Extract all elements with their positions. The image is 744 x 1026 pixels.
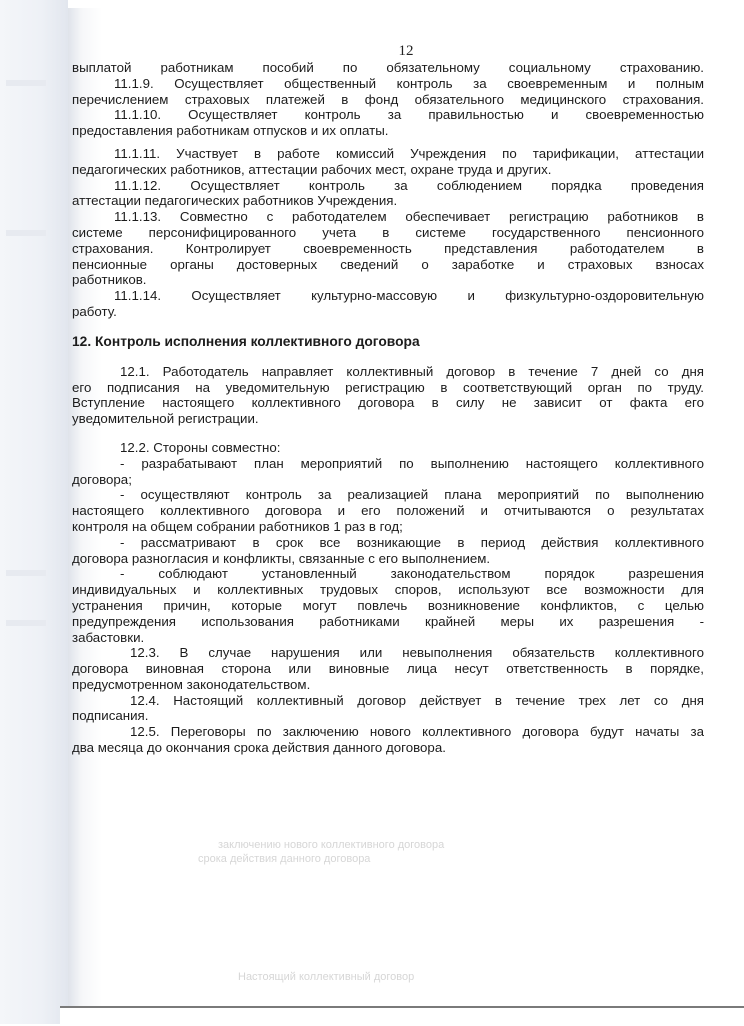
- text-line: - разрабатывают план мероприятий по выполнению настоящего коллективного: [120, 455, 704, 471]
- text-line: настоящего коллективного договора и его положений и отчитываются о результатах: [72, 503, 704, 519]
- bleed-through-area: [198, 838, 678, 984]
- text-line: - рассматривают в срок все возникающие в период действия коллективного: [120, 534, 704, 550]
- text-line: подписания.: [72, 708, 149, 724]
- margin-artifact: [6, 230, 46, 236]
- text-line: предоставления работникам отпусков и их оплаты.: [72, 123, 389, 139]
- text-line: аттестации педагогических работников Учреждения.: [72, 193, 398, 209]
- text-line: 11.1.11. Участвует в работе комиссий Учреждения по тарификации, аттестации: [114, 145, 704, 161]
- text-line: перечислением страховых платежей в фонд обязательного медицинского страхования.: [72, 91, 704, 107]
- text-line: выплатой работникам пособий по обязательному социальному страхованию.: [72, 60, 704, 75]
- paragraph-gap: [72, 427, 704, 440]
- text-line: его подписания на уведомительную регистрацию в соответствующий орган по труду.: [72, 379, 704, 395]
- page-number: 12: [398, 43, 414, 59]
- margin-artifact: [6, 80, 46, 86]
- bleed-through-text: срока действия данного договора: [198, 853, 371, 865]
- document-body: [72, 60, 704, 756]
- text-line: забастовки.: [72, 629, 145, 645]
- text-line: уведомительной регистрации.: [72, 411, 259, 427]
- text-line: работу.: [72, 303, 117, 319]
- text-line: договора виновная сторона или виновные лица несут ответственность в порядке,: [72, 661, 704, 677]
- text-line: предусмотренном законодательством.: [72, 676, 311, 692]
- paragraph-gap: [72, 139, 704, 146]
- document-page: [68, 8, 744, 1006]
- paragraph-gap: [72, 320, 704, 333]
- text-line: 12.5. Переговоры по заключению нового коллективного договора будут начаты за: [130, 724, 704, 740]
- text-line: устранения причин, которые могут повлечь возникновение конфликтов, с целью: [72, 597, 704, 613]
- bleed-through-text: заключению нового коллективного договора: [218, 839, 445, 851]
- text-line: страхования. Контролирует своевременность представления работодателем в: [72, 240, 704, 256]
- text-line: 12.3. В случае нарушения или невыполнения обязательств коллективного: [130, 645, 704, 661]
- text-line: - соблюдают установленный законодательством порядок разрешения: [120, 566, 704, 582]
- text-line: педагогических работников, аттестации рабочих мест, охране труда и других.: [72, 161, 552, 177]
- text-line: - осуществляют контроль за реализацией плана мероприятий по выполнению: [120, 487, 704, 503]
- margin-artifact: [6, 620, 46, 626]
- text-line: Вступление настоящего коллективного договора в силу не зависит от факта его: [72, 395, 704, 411]
- paragraph-gap: [72, 351, 704, 364]
- text-line: договора разногласия и конфликты, связанные с его выполнением.: [72, 550, 491, 566]
- text-line: 11.1.13. Совместно с работодателем обеспечивает регистрацию работников в: [114, 209, 704, 225]
- text-line: системе персонифицированного учета в системе государственного пенсионного: [72, 224, 704, 240]
- text-line: 11.1.14. Осуществляет культурно-массовую и физкультурно-оздоровительную: [114, 288, 704, 304]
- text-line: работников.: [72, 272, 147, 288]
- text-line: 12.1. Работодатель направляет коллективный договор в течение 7 дней со дня: [120, 363, 704, 379]
- text-line: два месяца до окончания срока действия данного договора.: [72, 740, 446, 756]
- text-line: индивидуальных и коллективных трудовых споров, используют все возможности для: [72, 582, 704, 598]
- text-line: 11.1.9. Осуществляет общественный контроль за своевременным и полным: [114, 75, 704, 91]
- section-heading: 12. Контроль исполнения коллективного договора: [72, 333, 420, 349]
- text-line: 11.1.10. Осуществляет контроль за правильностью и своевременностью: [114, 107, 704, 123]
- text-line: контроля на общем собрании работников 1 раз в год;: [72, 518, 403, 534]
- text-line: пенсионные органы достоверных сведений о заработке и страховых взносах: [72, 256, 704, 272]
- scan-left-margin: [0, 0, 68, 1024]
- text-line: 12.4. Настоящий коллективный договор действует в течение трех лет со дня: [130, 692, 704, 708]
- margin-artifact: [6, 570, 46, 576]
- page-bottom-edge: [60, 1006, 744, 1026]
- text-line: 11.1.12. Осуществляет контроль за соблюдением порядка проведения: [114, 177, 704, 193]
- text-line: 12.2. Стороны совместно:: [120, 439, 281, 455]
- bleed-through-text: Настоящий коллективный договор: [238, 971, 415, 983]
- text-line: предупреждения использования работниками крайней меры их разрешения -: [72, 613, 704, 629]
- text-line: договора;: [72, 471, 132, 487]
